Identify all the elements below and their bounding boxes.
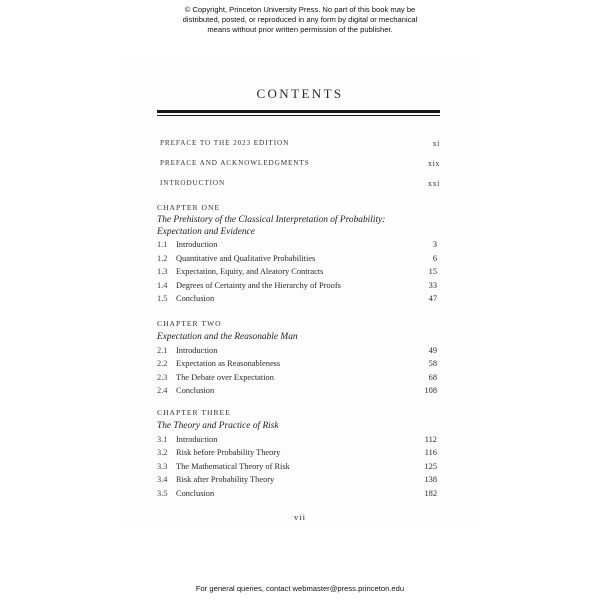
toc-page-number: xxi: [427, 179, 440, 188]
toc-page-number: 6: [432, 254, 437, 263]
toc-entry[interactable]: [157, 266, 437, 278]
toc-page-number: 116: [424, 448, 437, 457]
section-title: Risk before Probability Theory: [176, 448, 281, 457]
section-number: 1.1: [157, 240, 168, 249]
section-number: 2.2: [157, 359, 168, 368]
toc-page-number: 15: [428, 267, 437, 276]
section-title: Introduction: [176, 435, 218, 444]
toc-entry[interactable]: [157, 280, 437, 292]
toc-entry[interactable]: [157, 447, 437, 459]
toc-page-number: 138: [424, 475, 437, 484]
toc-page-number: 33: [428, 281, 437, 290]
toc-entry[interactable]: [157, 385, 437, 397]
chapter-label: CHAPTER THREE: [157, 408, 231, 417]
toc-entry[interactable]: [157, 461, 437, 473]
section-title: Expectation as Reasonableness: [176, 359, 281, 368]
copyright-line: © Copyright, Princeton University Press. No part of this book may be: [184, 5, 416, 14]
toc-entry[interactable]: [157, 474, 437, 486]
section-title: Introduction: [176, 346, 218, 355]
section-number: 3.3: [157, 462, 168, 471]
toc-page-number: 108: [424, 386, 437, 395]
toc-front-title: PREFACE TO THE 2023 EDITION: [160, 139, 290, 147]
section-title: Risk after Probability Theory: [176, 475, 275, 484]
page-folio: vii: [293, 512, 307, 522]
section-title: Conclusion: [176, 294, 215, 303]
copyright-line: distributed, posted, or reproduced in any form by digital or mechanical: [182, 15, 418, 24]
toc-page-number: 182: [424, 489, 437, 498]
section-title: Degrees of Certainty and the Hierarchy of Proofs: [176, 281, 341, 290]
toc-page-number: 68: [428, 373, 437, 382]
section-number: 1.3: [157, 267, 168, 276]
chapter-label: CHAPTER ONE: [157, 203, 221, 212]
section-title: The Mathematical Theory of Risk: [176, 462, 290, 471]
section-number: 1.2: [157, 254, 168, 263]
toc-page-number: 49: [428, 346, 437, 355]
toc-entry[interactable]: [157, 239, 437, 251]
toc-front-title: PREFACE AND ACKNOWLEDGMENTS: [160, 159, 310, 167]
section-number: 3.4: [157, 475, 168, 484]
title-rule-thin: [157, 115, 440, 116]
footer-contact: For general queries, contact webmaster@press.princeton.edu: [195, 584, 405, 593]
toc-entry[interactable]: [157, 372, 437, 384]
section-title: Conclusion: [176, 489, 215, 498]
chapter-title-line: Expectation and the Reasonable Man: [157, 332, 298, 342]
toc-page-number: 125: [424, 462, 437, 471]
section-number: 2.1: [157, 346, 168, 355]
section-number: 1.4: [157, 281, 168, 290]
section-number: 2.4: [157, 386, 168, 395]
chapter-label: CHAPTER TWO: [157, 319, 222, 328]
section-number: 3.2: [157, 448, 168, 457]
chapter-title[interactable]: [157, 331, 447, 343]
chapter-title[interactable]: [157, 420, 447, 432]
toc-entry[interactable]: [157, 358, 437, 370]
chapter-title-line: Expectation and Evidence: [157, 227, 255, 237]
section-number: 3.5: [157, 489, 168, 498]
toc-page-number: xix: [427, 159, 440, 168]
section-title: Introduction: [176, 240, 218, 249]
chapter-title-line: The Prehistory of the Classical Interpretation of Probability:: [157, 215, 386, 225]
section-title: The Debate over Expectation: [176, 373, 274, 382]
toc-page-number: 47: [428, 294, 437, 303]
section-number: 3.1: [157, 435, 168, 444]
toc-page-number: 3: [432, 240, 437, 249]
toc-page-number: 58: [428, 359, 437, 368]
section-title: Expectation, Equity, and Aleatory Contracts: [176, 267, 324, 276]
section-number: 1.5: [157, 294, 168, 303]
toc-entry[interactable]: [157, 253, 437, 265]
chapter-title[interactable]: [157, 214, 447, 238]
copyright-notice: [0, 5, 600, 35]
toc-entry[interactable]: [157, 434, 437, 446]
toc-page-number: xi: [432, 139, 440, 148]
page-title: CONTENTS: [256, 86, 344, 101]
toc-entry[interactable]: [157, 293, 437, 305]
title-rule-thick: [157, 110, 440, 113]
section-number: 2.3: [157, 373, 168, 382]
section-title: Quantitative and Qualitative Probabilities: [176, 254, 316, 263]
toc-entry[interactable]: [157, 345, 437, 357]
toc-page-number: 112: [424, 435, 437, 444]
chapter-title-line: The Theory and Practice of Risk: [157, 421, 279, 431]
section-title: Conclusion: [176, 386, 215, 395]
copyright-line: means without prior written permission of the publisher.: [207, 25, 393, 34]
toc-front-title: INTRODUCTION: [160, 179, 226, 187]
toc-entry[interactable]: [157, 488, 437, 500]
